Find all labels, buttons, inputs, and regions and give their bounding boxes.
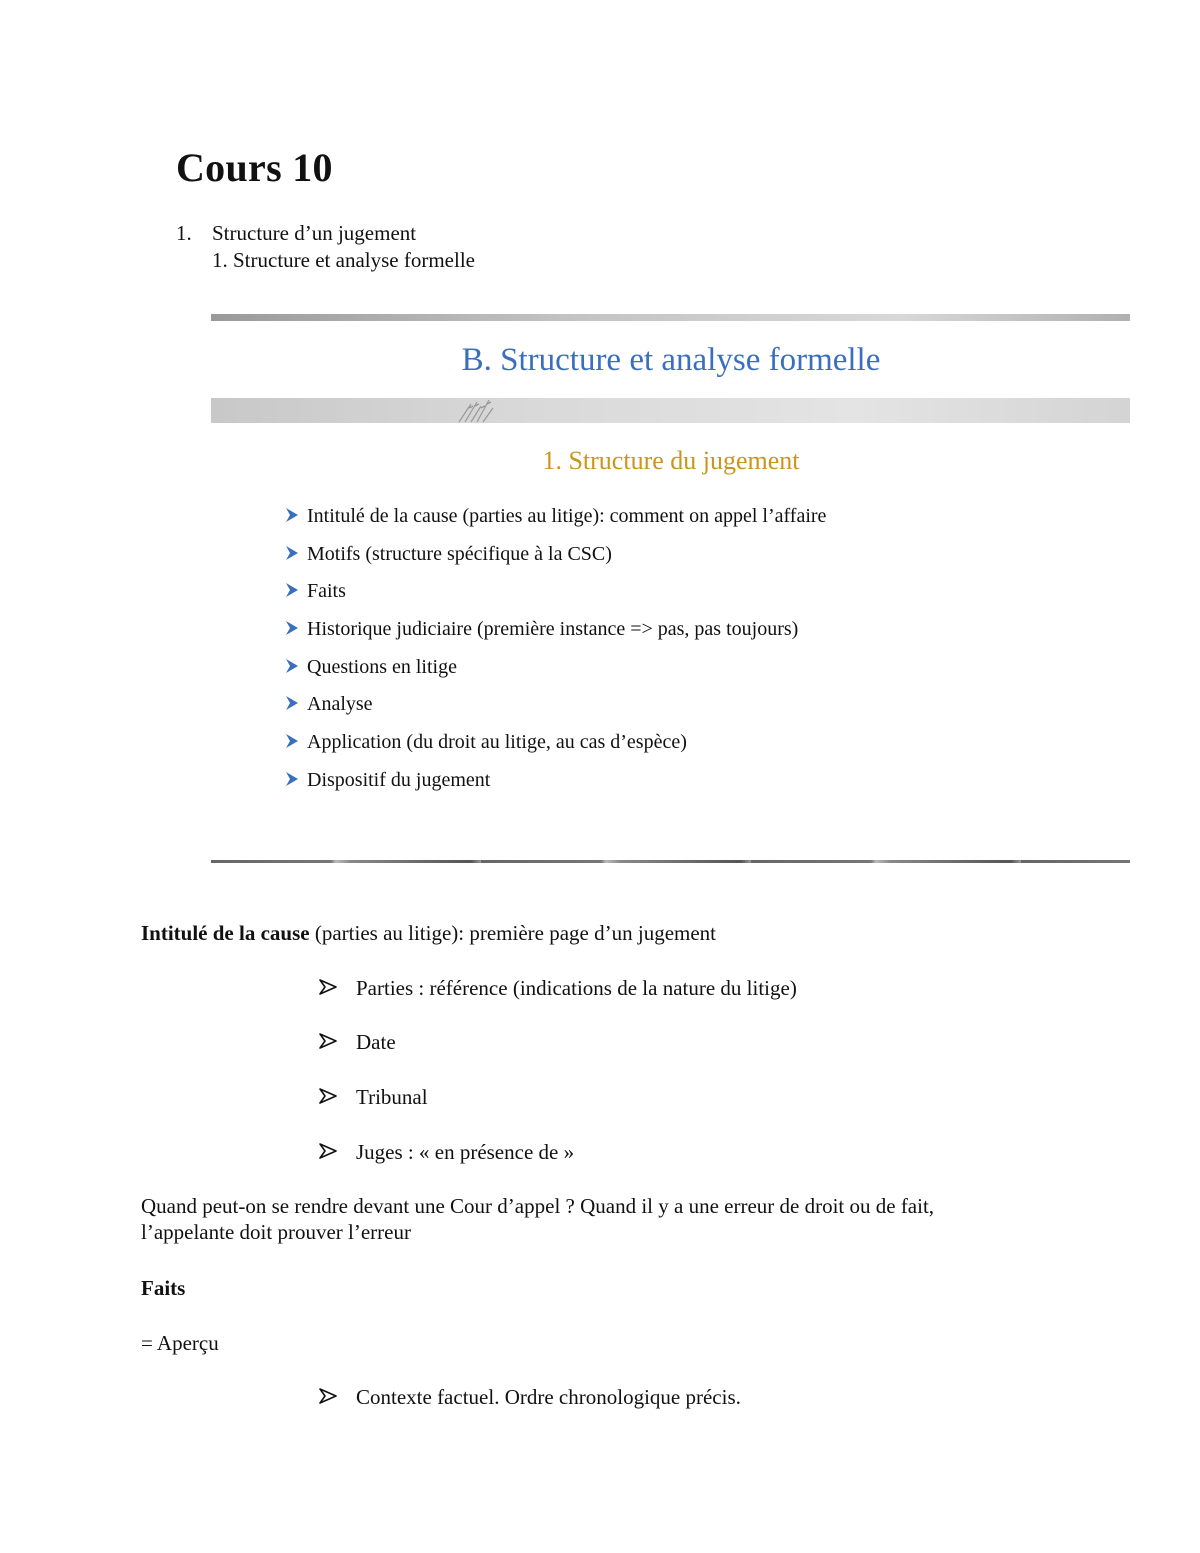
outline-number: 1. bbox=[176, 221, 192, 245]
arrow-bullet-icon bbox=[283, 544, 301, 562]
arrow-bullet-icon bbox=[318, 977, 338, 997]
appel-paragraph bbox=[141, 1193, 1061, 1245]
arrow-bullet-icon bbox=[283, 506, 301, 524]
slide-band bbox=[211, 398, 1130, 423]
slide-bullet: Application (du droit au litige, au cas d’espèce) bbox=[283, 729, 826, 767]
slide-subtitle: 1. Structure du jugement bbox=[542, 446, 800, 475]
slide-bullet: Questions en litige bbox=[283, 654, 826, 692]
arrow-bullet-icon bbox=[283, 770, 301, 788]
outline-item-1 bbox=[176, 220, 416, 246]
arrow-bullet-icon bbox=[318, 1141, 338, 1161]
intitule-heading: Intitulé de la cause bbox=[141, 921, 310, 945]
slide-bullet: Intitulé de la cause (parties au litige): comment on appel l’affaire bbox=[283, 503, 826, 541]
arrow-bullet-icon bbox=[283, 619, 301, 637]
slide-top-bar bbox=[211, 314, 1130, 321]
arrow-bullet-icon bbox=[283, 732, 301, 750]
faits-heading: Faits bbox=[141, 1276, 186, 1300]
wheat-decoration-icon bbox=[451, 398, 511, 423]
appel-line-2: l’appelante doit prouver l’erreur bbox=[141, 1220, 411, 1244]
slide-title: B. Structure et analyse formelle bbox=[461, 342, 881, 378]
arrow-bullet-icon bbox=[283, 581, 301, 599]
outline-item-1-1: 1. Structure et analyse formelle bbox=[212, 248, 475, 272]
slide-bullet: Analyse bbox=[283, 691, 826, 729]
document-title: Cours 10 bbox=[176, 145, 333, 190]
slide-bullet: Faits bbox=[283, 578, 826, 616]
intitule-paragraph bbox=[141, 920, 716, 946]
slide-bottom-line bbox=[211, 860, 1130, 863]
intitule-bullet: Parties : référence (indications de la nature du litige) bbox=[318, 975, 797, 1001]
intitule-bullet: Date bbox=[318, 1029, 396, 1055]
arrow-bullet-icon bbox=[283, 657, 301, 675]
arrow-bullet-icon bbox=[283, 694, 301, 712]
faits-apercu: = Aperçu bbox=[141, 1331, 219, 1355]
slide-bullet: Dispositif du jugement bbox=[283, 767, 826, 805]
intitule-bullet: Juges : « en présence de » bbox=[318, 1139, 574, 1165]
arrow-bullet-icon bbox=[318, 1031, 338, 1051]
arrow-bullet-icon bbox=[318, 1386, 338, 1406]
slide-bullet: Historique judiciaire (première instance => pas, pas toujours) bbox=[283, 616, 826, 654]
embedded-slide bbox=[211, 312, 1131, 868]
appel-line-1: Quand peut-on se rendre devant une Cour d’appel ? Quand il y a une erreur de droit ou de fait, bbox=[141, 1194, 935, 1218]
intitule-bullet: Tribunal bbox=[318, 1084, 428, 1110]
intitule-text: (parties au litige): première page d’un jugement bbox=[309, 921, 717, 945]
slide-bullet: Motifs (structure spécifique à la CSC) bbox=[283, 541, 826, 579]
outline-text: Structure d’un jugement bbox=[212, 221, 417, 245]
faits-bullet: Contexte factuel. Ordre chronologique précis. bbox=[318, 1384, 741, 1410]
slide-bullet-list bbox=[283, 503, 826, 805]
arrow-bullet-icon bbox=[318, 1086, 338, 1106]
